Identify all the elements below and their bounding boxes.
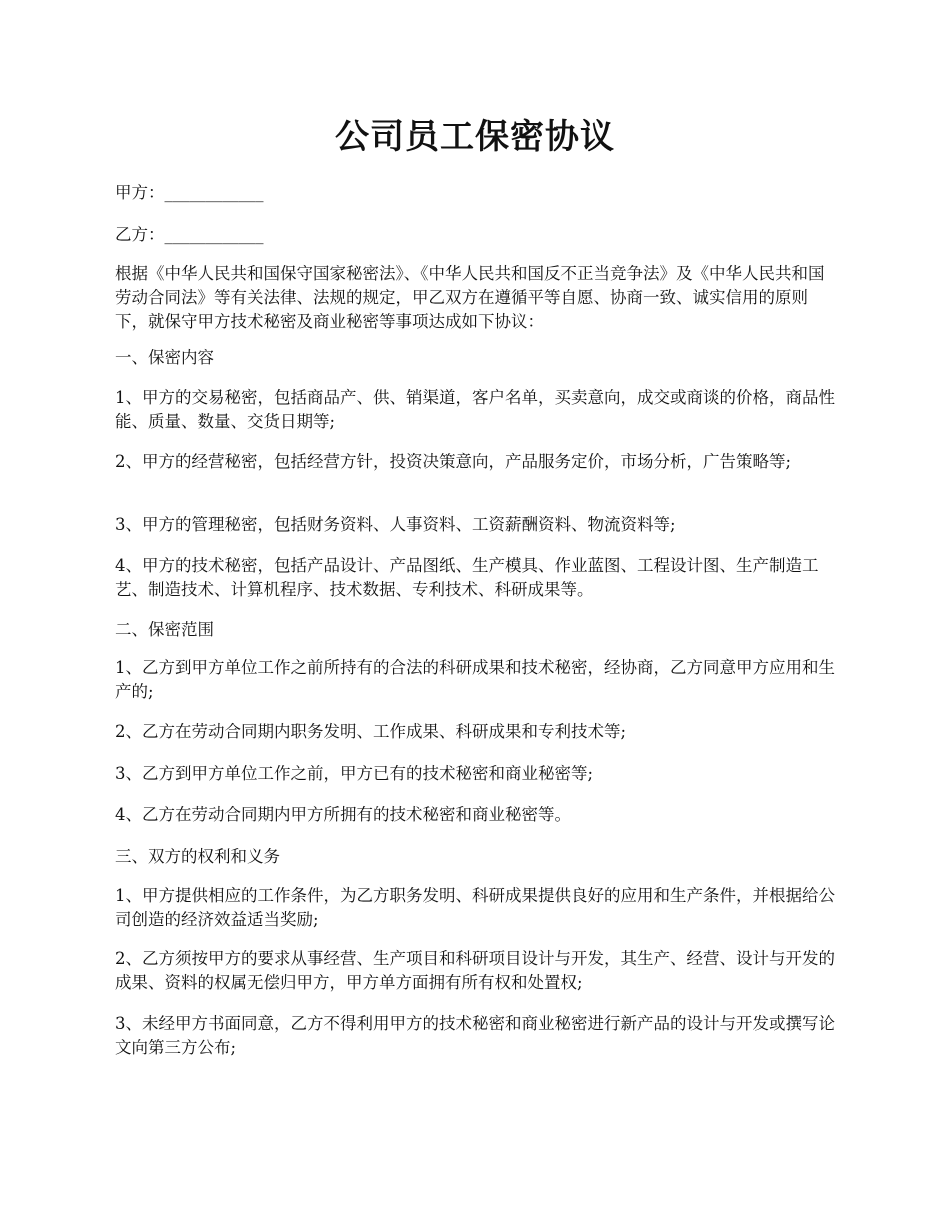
- section2-item-2: 2、乙方在劳动合同期内职务发明、工作成果、科研成果和专利技术等;: [115, 722, 627, 741]
- section-heading-confidential-content: 一、保密内容: [115, 348, 214, 367]
- section1-item-2: 2、甲方的经营秘密，包括经营方针，投资决策意向，产品服务定价，市场分析，广告策略等;: [115, 452, 792, 471]
- section1-item-1: 1、甲方的交易秘密，包括商品产、供、销渠道，客户名单，买卖意向，成交或商谈的价格，商品性能、质量、数量、交货日期等;: [115, 388, 835, 431]
- section-heading-rights-obligations: 三、双方的权利和义务: [115, 847, 280, 866]
- section2-item-3: 3、乙方到甲方单位工作之前，甲方已有的技术秘密和商业秘密等;: [115, 764, 594, 783]
- document-title: 公司员工保密协议: [335, 117, 615, 157]
- party-b-line: 乙方：____________: [115, 225, 264, 244]
- section1-item-4: 4、甲方的技术秘密，包括产品设计、产品图纸、生产模具、作业蓝图、工程设计图、生产制造工艺、制造技术、计算机程序、技术数据、专利技术、科研成果等。: [115, 556, 819, 599]
- section2-item-1: 1、乙方到甲方单位工作之前所持有的合法的科研成果和技术秘密，经协商，乙方同意甲方应用和生产的;: [115, 658, 835, 701]
- section1-item-3: 3、甲方的管理秘密，包括财务资料、人事资料、工资薪酬资料、物流资料等;: [115, 515, 676, 534]
- section2-item-4: 4、乙方在劳动合同期内甲方所拥有的技术秘密和商业秘密等。: [115, 805, 571, 824]
- intro-paragraph: 根据《中华人民共和国保守国家秘密法》、《中华人民共和国反不正当竞争法》及《中华人民共和国劳动合同法》等有关法律、法规的规定，甲乙双方在遵循平等自愿、协商一致、诚实信用的原则下，就保守甲方技术秘密及商业秘密等事项达成如下协议：: [115, 264, 825, 331]
- section3-item-3: 3、未经甲方书面同意，乙方不得利用甲方的技术秘密和商业秘密进行新产品的设计与开发或撰写论文向第三方公布;: [115, 1014, 835, 1057]
- section-heading-confidential-scope: 二、保密范围: [115, 620, 214, 639]
- section3-item-1: 1、甲方提供相应的工作条件，为乙方职务发明、科研成果提供良好的应用和生产条件，并根据给公司创造的经济效益适当奖励;: [115, 886, 835, 929]
- party-a-line: 甲方：____________: [115, 183, 264, 202]
- section3-item-2: 2、乙方须按甲方的要求从事经营、生产项目和科研项目设计与开发，其生产、经营、设计与开发的成果、资料的权属无偿归甲方，甲方单方面拥有所有权和处置权;: [115, 949, 835, 992]
